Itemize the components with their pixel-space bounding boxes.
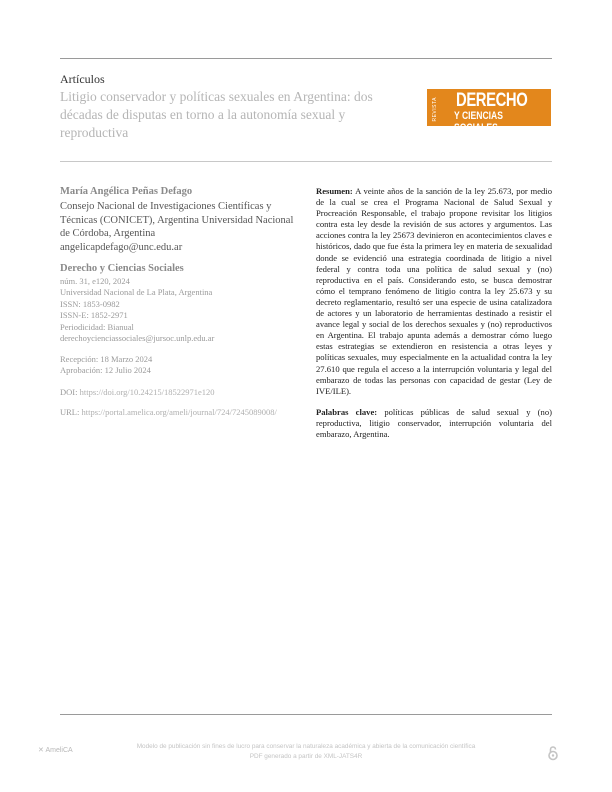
header-divider: [60, 161, 552, 162]
abstract-label: Resumen:: [316, 186, 353, 196]
doi-link[interactable]: https://doi.org/10.24215/18522971e120: [79, 386, 215, 397]
article-title: Litigio conservador y políticas sexuales en Argentina: dos décadas de disputas en torno a la autonomía sexual y reproductiva: [60, 89, 373, 140]
abstract-column: [316, 186, 552, 450]
doi-label: DOI:: [60, 386, 78, 397]
journal-number: núm. 31, e120, 2024: [60, 275, 130, 286]
journal-name: Derecho y Ciencias Sociales: [60, 262, 184, 274]
open-access-icon: [547, 745, 559, 761]
url-label: URL:: [60, 406, 80, 417]
logo-sub-text: Y CIENCIAS SOCIALES: [454, 110, 503, 134]
top-divider: [60, 58, 552, 59]
footer-line-1: Modelo de publicación sin fines de lucro para conservar la naturaleza académica y abierta de la comunicación científica: [136, 743, 476, 750]
article-metadata: [60, 186, 296, 417]
amelica-brand: AmeliCA: [45, 747, 73, 754]
journal-university: Universidad Nacional de La Plata, Argentina: [60, 287, 213, 297]
journal-frequency: Periodicidad: Bianual: [60, 321, 134, 332]
author-email[interactable]: angelicapdefago@unc.edu.ar: [60, 241, 183, 253]
logo-main-text: DERECHO: [456, 90, 528, 111]
keywords-text: políticas públicas de salud sexual y (no) reproductiva, litigio conservador, interrupción voluntaria del embarazo, Argentina.: [316, 406, 552, 439]
logo-small-text: REVISTA: [432, 97, 438, 122]
amelica-icon: ✕: [38, 747, 44, 754]
author-affiliation: Consejo Nacional de Investigaciones Científicas y Técnicas (CONICET), Argentina Universidad Nacional de Córdoba, Argentina: [60, 201, 294, 239]
url-row: [60, 407, 296, 417]
section-label: Artículos: [60, 72, 105, 86]
keywords: [316, 407, 552, 440]
received-date: Recepción: 18 Marzo 2024: [60, 353, 153, 364]
footer-notice: [0, 742, 612, 762]
journal-contact-email[interactable]: derechoycienciassociales@jursoc.unlp.edu.ar: [60, 333, 215, 343]
author-name: María Angélica Peñas Defago: [60, 186, 193, 197]
doi-row: [60, 387, 296, 397]
abstract: [316, 186, 552, 397]
journal-logo: [427, 89, 551, 134]
url-link[interactable]: https://portal.amelica.org/ameli/journal/724/7245089008/: [81, 406, 277, 417]
abstract-text: A veinte años de la sanción de la ley 25.673, por medio de la cual se crea el Programa Nacional de Salud Sexual y Procreación Responsable, el trabajo propone revisitar los litigios contra esta ley desde la revisión de sus actores y argumentos. Las acciones contra la ley 25673 devinieron en acontecimientos claves e históricos, dado que fue ésta la primera ley en materia de sexualidad donde se evidenció una estrategia coordinada de litigio a nivel federal y contra toda una política de salud sexual y (no) reproductiva en el país. Considerando esto, se busca demostrar cómo el temprano fenómeno de litigio contra la ley 25.673 y su decreto reglamentario, resultó ser una especie de usina catalizadora de actores y un laboratorio de herramientas destinado a resistir el avance legal y social de los derechos sexuales y (no) reproductivos en Argentina. El trabajo apunta además a demostrar cómo luego estas estrategias se extendieron en resistencia a otras leyes y políticas sexuales, muy especialmente en la actualidad contra la ley 27.610 que regula el acceso a la interrupción voluntaria y legal del embarazo de todas las personas con capacidad de gestar (Ley de IVE/ILE).: [316, 186, 552, 396]
footer-divider: [60, 714, 552, 715]
journal-issn: ISSN: 1853-0982: [60, 298, 120, 309]
journal-issn-e: ISSN-E: 1852-2971: [60, 310, 128, 320]
footer-line-2: PDF generado a partir de XML-JATS4R: [249, 753, 363, 760]
keywords-label: Palabras clave:: [316, 406, 378, 417]
approved-date: Aprobación: 12 Julio 2024: [60, 365, 151, 375]
